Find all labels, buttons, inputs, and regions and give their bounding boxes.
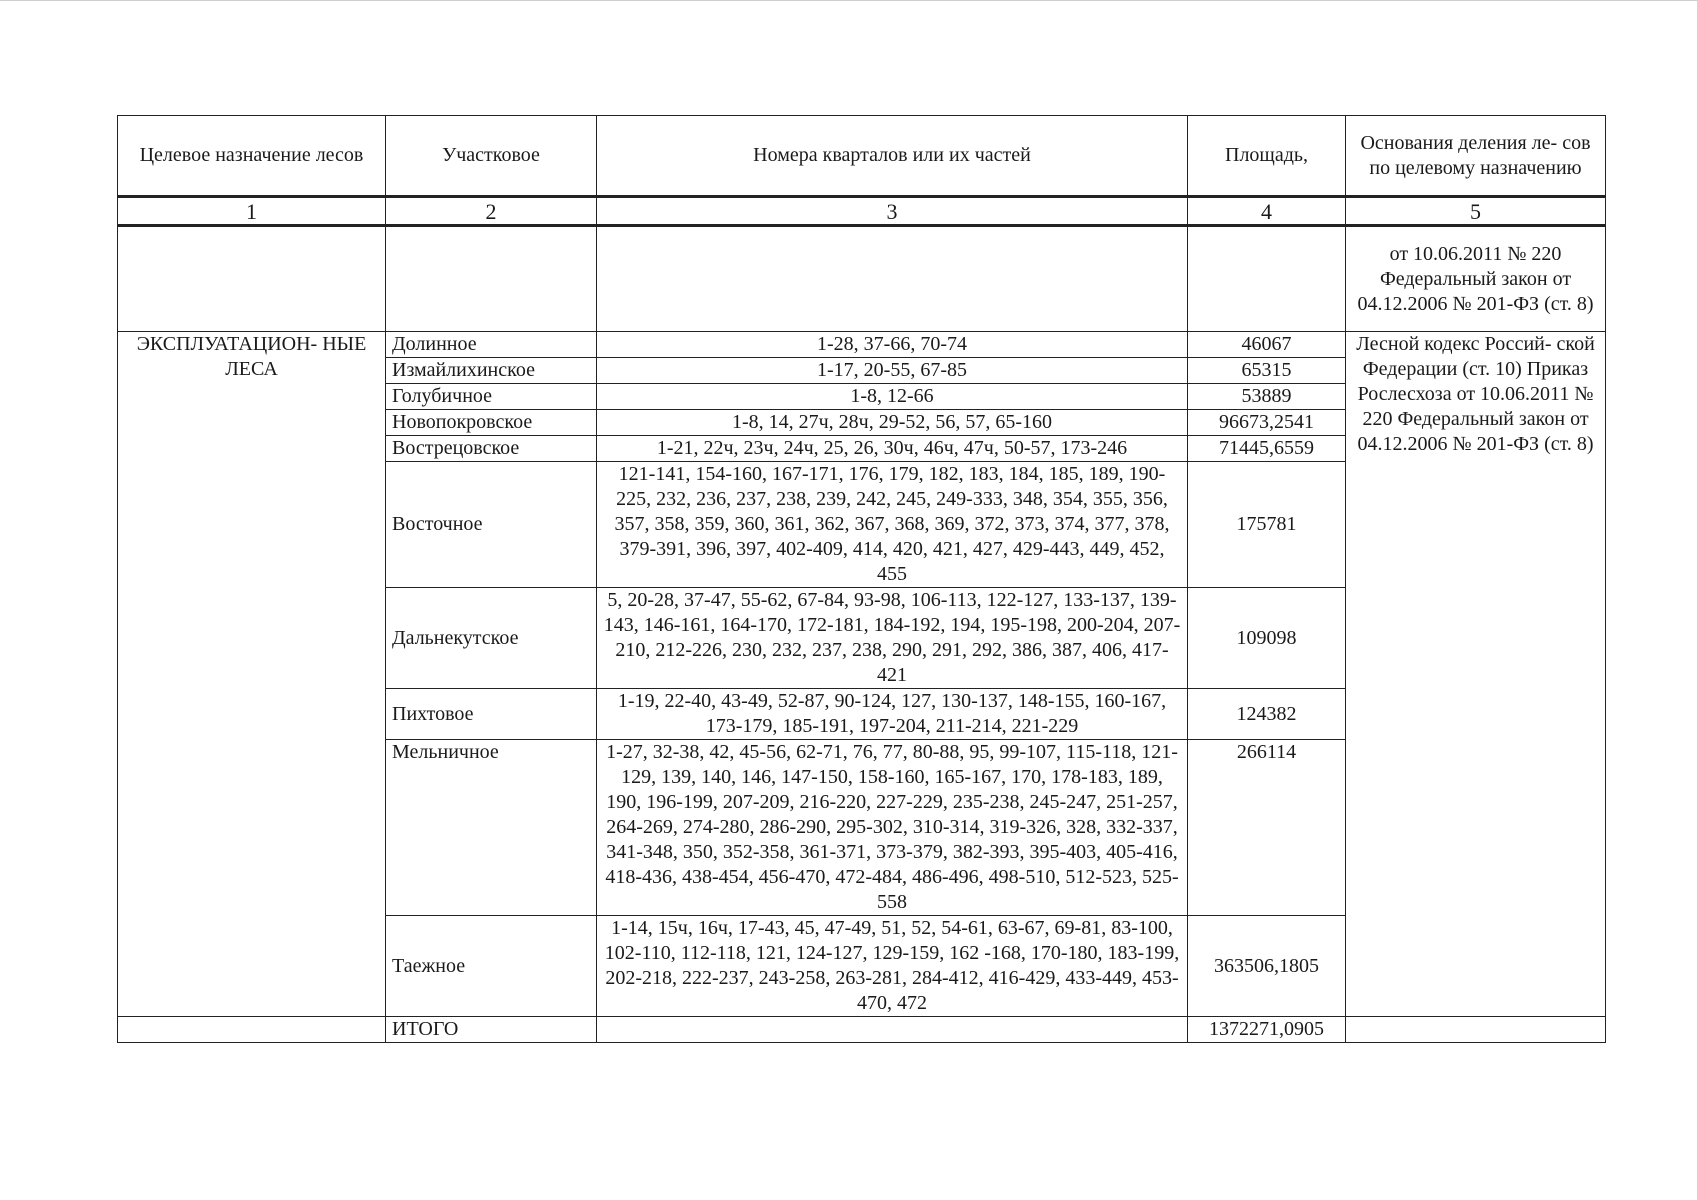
page-top-rule — [0, 0, 1697, 1]
empty-cell — [1346, 1017, 1606, 1043]
header-basis: Основания деления ле- сов по целевому назначению — [1346, 116, 1606, 197]
forestry-cell: Долинное — [386, 332, 597, 358]
category-cell: ЭКСПЛУАТАЦИОН- НЫЕ ЛЕСА — [118, 332, 386, 1017]
column-number-row — [118, 197, 1606, 226]
header-forestry: Участковое — [386, 116, 597, 197]
empty-cell — [1188, 226, 1346, 332]
area-cell: 46067 — [1188, 332, 1346, 358]
quarters-cell: 1-17, 20-55, 67-85 — [597, 358, 1188, 384]
area-cell: 53889 — [1188, 384, 1346, 410]
total-row — [118, 1017, 1606, 1043]
column-number: 3 — [597, 197, 1188, 226]
forestry-cell: Восточное — [386, 462, 597, 588]
column-number: 1 — [118, 197, 386, 226]
empty-cell — [386, 226, 597, 332]
header-area: Площадь, — [1188, 116, 1346, 197]
area-cell: 96673,2541 — [1188, 410, 1346, 436]
quarters-cell: 121-141, 154-160, 167-171, 176, 179, 182, 183, 184, 185, 189, 190-225, 232, 236, 237, 238, 239, 242, 245, 249-333, 348, 354, 355, 356, 357, 358, 359, 360, 361, 362, 367, 368, 369, 372, 373, 374, 377, 378, 379-391, 396, 397, 402-409, 414, 420, 421, 427, 429-443, 449, 452, 455 — [597, 462, 1188, 588]
forest-purpose-table — [117, 115, 1606, 1043]
empty-cell — [597, 226, 1188, 332]
header-quarters: Номера кварталов или их частей — [597, 116, 1188, 197]
continuation-row — [118, 226, 1606, 332]
forestry-cell: Пихтовое — [386, 689, 597, 740]
header-forest-purpose: Целевое назначение лесов — [118, 116, 386, 197]
continuation-basis-cell: от 10.06.2011 № 220 Федеральный закон от 04.12.2006 № 201-ФЗ (ст. 8) — [1346, 226, 1606, 332]
forestry-cell: Дальнекутское — [386, 588, 597, 689]
quarters-cell: 1-8, 12-66 — [597, 384, 1188, 410]
forestry-cell: Новопокровское — [386, 410, 597, 436]
table-row — [118, 332, 1606, 358]
quarters-cell: 1-27, 32-38, 42, 45-56, 62-71, 76, 77, 80-88, 95, 99-107, 115-118, 121-129, 139, 140, 146, 147-150, 158-160, 165-167, 170, 178-183, 189, 190, 196-199, 207-209, 216-220, 227-229, 235-238, 245-247, 251-257, 264-269, 274-280, 286-290, 295-302, 310-314, 319-326, 328, 332-337, 341-348, 350, 352-358, 361-371, 373-379, 382-393, 395-403, 405-416, 418-436, 438-454, 456-470, 472-484, 486-496, 498-510, 512-523, 525-558 — [597, 740, 1188, 916]
empty-cell — [118, 1017, 386, 1043]
area-cell: 175781 — [1188, 462, 1346, 588]
quarters-cell: 5, 20-28, 37-47, 55-62, 67-84, 93-98, 106-113, 122-127, 133-137, 139-143, 146-161, 164-170, 172-181, 184-192, 194, 195-198, 200-204, 207-210, 212-226, 230, 232, 237, 238, 290, 291, 292, 386, 387, 406, 417-421 — [597, 588, 1188, 689]
quarters-cell: 1-19, 22-40, 43-49, 52-87, 90-124, 127, 130-137, 148-155, 160-167, 173-179, 185-191, 197-204, 211-214, 221-229 — [597, 689, 1188, 740]
column-number: 5 — [1346, 197, 1606, 226]
forestry-cell: Мельничное — [386, 740, 597, 916]
area-cell: 124382 — [1188, 689, 1346, 740]
header-row — [118, 116, 1606, 197]
area-cell: 363506,1805 — [1188, 916, 1346, 1017]
empty-cell — [118, 226, 386, 332]
total-area: 1372271,0905 — [1188, 1017, 1346, 1043]
quarters-cell: 1-14, 15ч, 16ч, 17-43, 45, 47-49, 51, 52, 54-61, 63-67, 69-81, 83-100, 102-110, 112-118, 121, 124-127, 129-159, 162 -168, 170-180, 183-199, 202-218, 222-237, 243-258, 263-281, 284-412, 416-429, 433-449, 453-470, 472 — [597, 916, 1188, 1017]
quarters-cell: 1-21, 22ч, 23ч, 24ч, 25, 26, 30ч, 46ч, 47ч, 50-57, 173-246 — [597, 436, 1188, 462]
category-basis-cell: Лесной кодекс Россий- ской Федерации (ст. 10) Приказ Рослесхоза от 10.06.2011 № 220 Федеральный закон от 04.12.2006 № 201-ФЗ (ст. 8) — [1346, 332, 1606, 1017]
total-label: ИТОГО — [386, 1017, 597, 1043]
empty-cell — [597, 1017, 1188, 1043]
area-cell: 65315 — [1188, 358, 1346, 384]
column-number: 4 — [1188, 197, 1346, 226]
column-number: 2 — [386, 197, 597, 226]
area-cell: 109098 — [1188, 588, 1346, 689]
forestry-cell: Голубичное — [386, 384, 597, 410]
forestry-cell: Измайлихинское — [386, 358, 597, 384]
area-cell: 266114 — [1188, 740, 1346, 916]
forestry-cell: Таежное — [386, 916, 597, 1017]
forestry-cell: Вострецовское — [386, 436, 597, 462]
area-cell: 71445,6559 — [1188, 436, 1346, 462]
quarters-cell: 1-28, 37-66, 70-74 — [597, 332, 1188, 358]
quarters-cell: 1-8, 14, 27ч, 28ч, 29-52, 56, 57, 65-160 — [597, 410, 1188, 436]
